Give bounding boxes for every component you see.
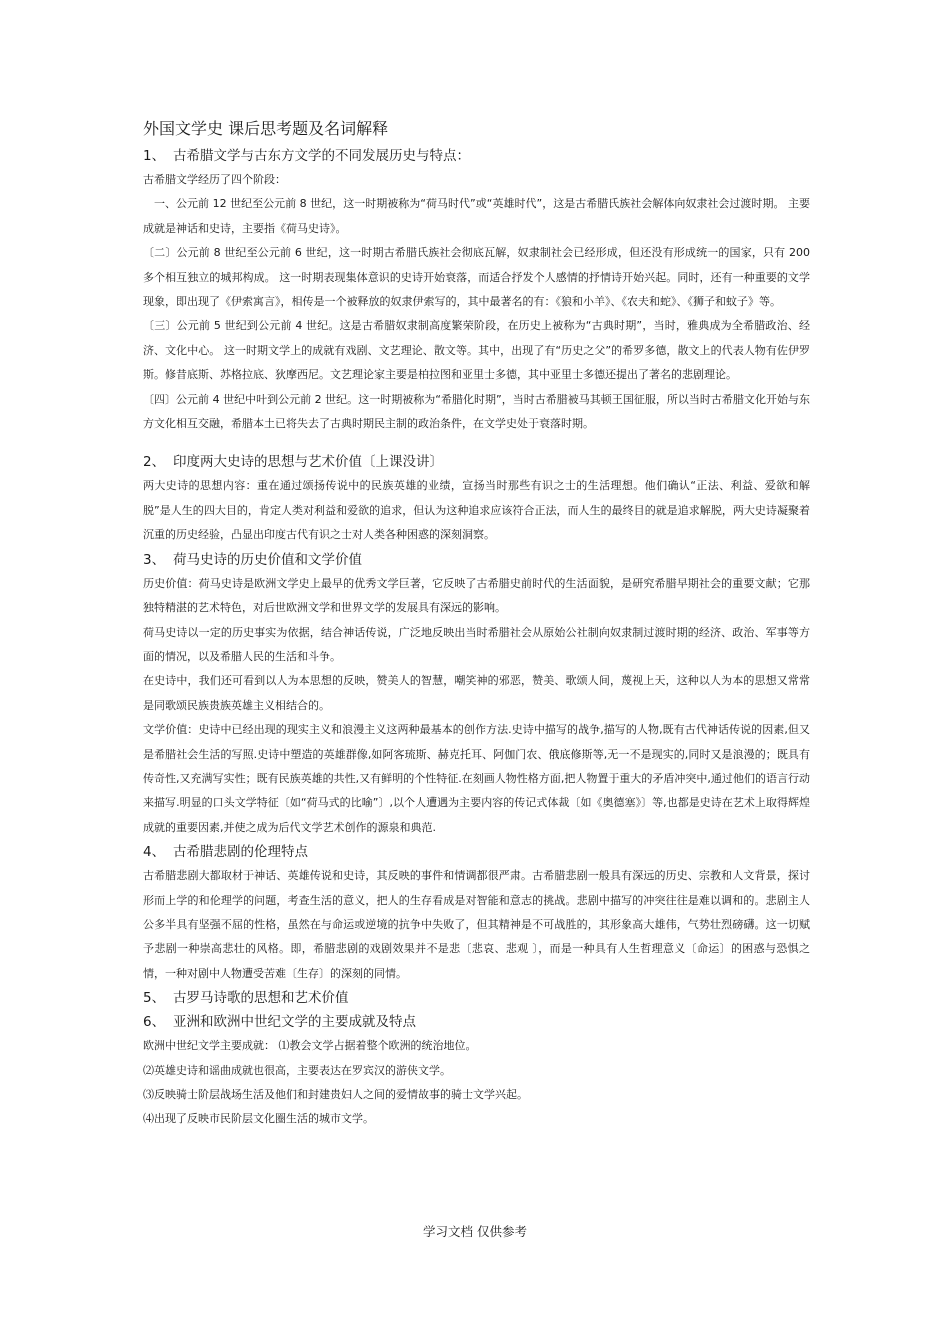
section-6-title: 亚洲和欧洲中世纪文学的主要成就及特点 <box>173 1014 416 1031</box>
paragraph: ⑷出现了反映市民阶层文化圈生活的城市文学。 <box>143 1112 374 1126</box>
page-footer: 学习文档 仅供参考 <box>423 1224 527 1239</box>
paragraph: 两大史诗的思想内容：重在通过颂扬传说中的民族英雄的业绩，宣扬当时那些有识之士的生活理想。他们确认“正法、利益、爱欲和解脱”是人生的四大目的，肯定人类对利益和爱欲的追求，但认为这种追求应该符合正法，而人生的最终目的就是追求解脱，两大史诗凝聚着沉重的历史经验，凸显出印度古代有识之士对人类各种困惑的深刻洞察。 <box>143 479 810 542</box>
section-1-title: 古希腊文学与古东方文学的不同发展历史与特点： <box>173 148 470 164</box>
section-5-number: 5、 <box>143 990 166 1007</box>
section-2-number: 2、 <box>143 454 166 471</box>
section-6-number: 6、 <box>143 1014 166 1031</box>
section-2-heading <box>143 450 810 474</box>
section-4-title: 古希腊悲剧的伦理特点 <box>173 844 308 861</box>
paragraph: ⑶反映骑士阶层战场生活及他们和封建贵妇人之间的爱情故事的骑士文学兴起。 <box>143 1088 528 1101</box>
section-6-heading <box>143 1010 810 1034</box>
document-title: 外国文学史 课后思考题及名词解释 <box>143 119 389 138</box>
paragraph: 〔四〕公元前 4 世纪中叶到公元前 2 世纪。这一时期被称为“希腊化时期”，当时古希腊被马其顿王国征服，所以当时古希腊文化开始与东方文化相互交融，希腊本土已将失去了古典时期民主制的政治条件，在文学史处于衰落时期。 <box>143 392 810 431</box>
paragraph: 文学价值：史诗中已经出现的现实主义和浪漫主义这两种最基本的创作方法.史诗中描写的战争,描写的人物,既有古代神话传说的因素,但又是希腊社会生活的写照.史诗中塑造的英雄群像,如阿客琉斯、赫克托耳、阿伽门农、俄底修斯等,无一不是现实的,同时又是浪漫的；既具有传奇性,又充满写实性；既有民族英雄的共性,又有鲜明的个性特征.在刻画人物性格方面,把人物置于重大的矛盾冲突中,通过他们的语言行动来描写.明显的口头文学特征〔如“荷马式的比喻”〕,以个人遭遇为主要内容的传记式体裁〔如《奥德塞》〕等,也都是史诗在艺术上取得辉煌成就的重要因素,并使之成为后代文学艺术创作的源泉和典范. <box>143 723 810 834</box>
paragraph: 欧洲中世纪文学主要成就： ⑴教会文学占据着整个欧洲的统治地位。 <box>143 1039 477 1053</box>
paragraph: 荷马史诗以一定的历史事实为依据，结合神话传说，广泛地反映出当时希腊社会从原始公社制向奴隶制过渡时期的经济、政治、军事等方面的情况，以及希腊人民的生活和斗争。 <box>143 625 810 663</box>
paragraph: 历史价值：荷马史诗是欧洲文学史上最早的优秀文学巨著，它反映了古希腊史前时代的生活面貌，是研究希腊早期社会的重要文献；它那独特精湛的艺术特色，对后世欧洲文学和世界文学的发展具有深远的影响。 <box>143 576 810 615</box>
section-3-title: 荷马史诗的历史价值和文学价值 <box>173 551 362 568</box>
section-spacer <box>143 436 810 450</box>
section-3-heading <box>143 548 810 572</box>
paragraph: 在史诗中，我们还可看到以人为本思想的反映，赞美人的智慧，嘲笑神的邪恶，赞美、歌颂人间，蔑视上天，这种以人为本的思想又常常是同歌颂民族贵族英雄主义相结合的。 <box>143 674 810 712</box>
section-1-number: 1、 <box>143 148 166 164</box>
section-5-title: 古罗马诗歌的思想和艺术价值 <box>173 990 349 1007</box>
section-4-heading <box>143 840 810 864</box>
section-2-title: 印度两大史诗的思想与艺术价值〔上课没讲〕 <box>173 454 443 471</box>
paragraph: 古希腊悲剧大都取材于神话、英雄传说和史诗，其反映的事件和情调都很严肃。古希腊悲剧一般具有深远的历史、宗教和人文背景，探讨形而上学的和伦理学的问题，考查生活的意义，把人的生存看成是对智能和意志的挑战。悲剧中描写的冲突往往是难以调和的。悲剧主人公多半具有坚强不屈的性格，虽然在与命运或逆境的抗争中失败了，但其精神是不可战胜的，其形象高大雄伟，气势壮烈磅礴。这一切赋予悲剧一种崇高悲壮的风格。即，希腊悲剧的戏剧效果并不是悲〔悲哀、悲观 〕，而是一种具有人生哲理意义〔命运〕的困惑与恐惧之情，一种对剧中人物遭受苦难〔生存〕的深刻的同情。 <box>143 869 810 980</box>
section-5-heading <box>143 986 810 1010</box>
paragraph: 一、公元前 12 世纪至公元前 8 世纪，这一时期被称为“荷马时代”或“英雄时代”，这是古希腊氏族社会解体向奴隶社会过渡时期。 主要成就是神话和史诗，主要指《荷马史诗》。 <box>143 197 810 235</box>
section-3-number: 3、 <box>143 551 166 568</box>
paragraph: 〔二〕公元前 8 世纪至公元前 6 世纪，这一时期古希腊氏族社会彻底瓦解，奴隶制社会已经形成，但还没有形成统一的国家，只有 200 多个相互独立的城邦构成。 这一时期表现集体意识的史诗开始衰落，而适合抒发个人感情的抒情诗开始兴起。同时，还有一种重要的文学现象，即出现了《伊索寓言》，相传是一个被释放的奴隶伊索写的，其中最著名的有：《狼和小羊》、《农夫和蛇》、《狮子和蚊子》等。 <box>143 246 810 309</box>
paragraph: 古希腊文学经历了四个阶段： <box>143 173 286 186</box>
document-body <box>143 114 810 1132</box>
section-4-number: 4、 <box>143 844 166 861</box>
paragraph: ⑵英雄史诗和谣曲成就也很高，主要表达在罗宾汉的游侠文学。 <box>143 1063 451 1077</box>
section-1-heading <box>143 144 810 168</box>
paragraph: 〔三〕公元前 5 世纪到公元前 4 世纪。这是古希腊奴隶制高度繁荣阶段，在历史上被称为“古典时期”，当时，雅典成为全希腊政治、经济、文化中心。 这一时期文学上的成就有戏剧、文艺理论、散文等。其中，出现了有“历史之父”的希罗多德，散文上的代表人物有佐伊罗斯。修昔底斯、苏格拉底、狄摩西尼。文艺理论家主要是柏拉图和亚里士多德，其中亚里士多德还提出了著名的悲剧理论。 <box>143 319 810 382</box>
